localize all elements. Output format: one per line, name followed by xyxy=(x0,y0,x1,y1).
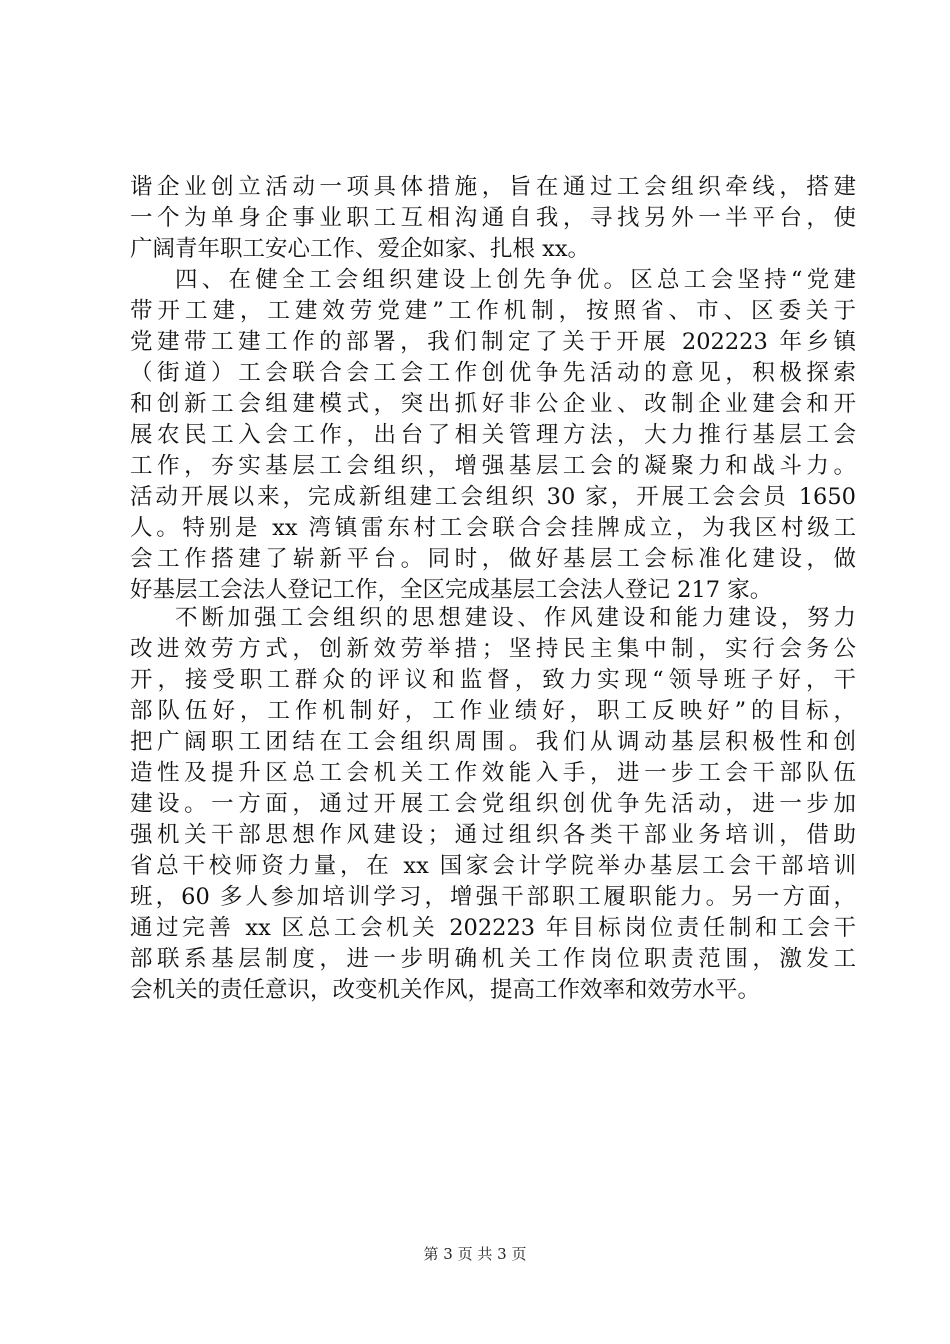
text-line: 工作，夯实基层工会组织，增强基层工会的凝聚力和战斗力。 xyxy=(130,453,856,479)
paragraph-first-line: 不断加强工会组织的思想建设、作风建设和能力建设，努力 xyxy=(175,605,856,631)
text-line: 省总干校师资力量，在 xx 国家会计学院举办基层工会干部培训 xyxy=(130,853,856,879)
text-line: 通过完善 xx 区总工会机关 202223 年目标岗位责任制和工会干 xyxy=(130,915,856,941)
text-line: 把广阔职工团结在工会组织周围。我们从调动基层积极性和创 xyxy=(130,729,856,755)
text-line: 广阔青年职工安心工作、爱企如家、扎根 xx。 xyxy=(130,236,591,262)
paragraph-block-2 xyxy=(130,603,856,1006)
text-line: 一个为单身企事业职工互相沟通自我，寻找另外一半平台，使 xyxy=(130,205,856,231)
text-line: 强机关干部思想作风建设；通过组织各类干部业务培训，借助 xyxy=(130,822,856,848)
text-line: 造性及提升区总工会机关工作效能入手，进一步工会干部队伍 xyxy=(130,760,856,786)
text-line: 建设。一方面，通过开展工会党组织创优争先活动，进一步加 xyxy=(130,791,856,817)
text-line: 部联系基层制度，进一步明确机关工作岗位职责范围，激发工 xyxy=(130,946,856,972)
text-line: 改进效劳方式，创新效劳举措；坚持民主集中制，实行会务公 xyxy=(130,636,856,662)
text-line: 会机关的责任意识，改变机关作风，提高工作效率和效劳水平。 xyxy=(130,977,761,1003)
text-line: 和创新工会组建模式，突出抓好非公企业、改制企业建会和开 xyxy=(130,391,856,417)
text-line: 带开工建，工建效劳党建”工作机制，按照省、市、区委关于 xyxy=(130,298,856,324)
text-line: 会工作搭建了崭新平台。同时，做好基层工会标准化建设，做 xyxy=(130,546,856,572)
text-line: 党建带工建工作的部署，我们制定了关于开展 202223 年乡镇 xyxy=(130,329,856,355)
text-line: 展农民工入会工作，出台了相关管理方法，大力推行基层工会 xyxy=(130,422,856,448)
text-line: 人。特别是 xx 湾镇雷东村工会联合会挂牌成立，为我区村级工 xyxy=(130,515,856,541)
text-line: 部队伍好，工作机制好，工作业绩好，职工反映好”的目标， xyxy=(130,698,856,724)
text-line: 开，接受职工群众的评议和监督，致力实现“领导班子好，干 xyxy=(130,667,856,693)
text-line: 班，60 多人参加培训学习，增强干部职工履职能力。另一方面， xyxy=(130,884,856,910)
text-line: 好基层工会法人登记工作，全区完成基层工会法人登记 217 家。 xyxy=(130,577,773,603)
section-four-first-line: 四、在健全工会组织建设上创先争优。区总工会坚持“党建 xyxy=(175,267,856,293)
paragraph-block-1 xyxy=(130,172,856,606)
text-line: （街道）工会联合会工会工作创优争先活动的意见，积极探索 xyxy=(130,360,856,386)
page-number-footer: 第 3 页 共 3 页 xyxy=(423,1245,527,1263)
text-line: 谐企业创立活动一项具体措施，旨在通过工会组织牵线，搭建 xyxy=(130,174,856,200)
text-line: 活动开展以来，完成新组建工会组织 30 家，开展工会会员 1650 xyxy=(130,484,856,510)
